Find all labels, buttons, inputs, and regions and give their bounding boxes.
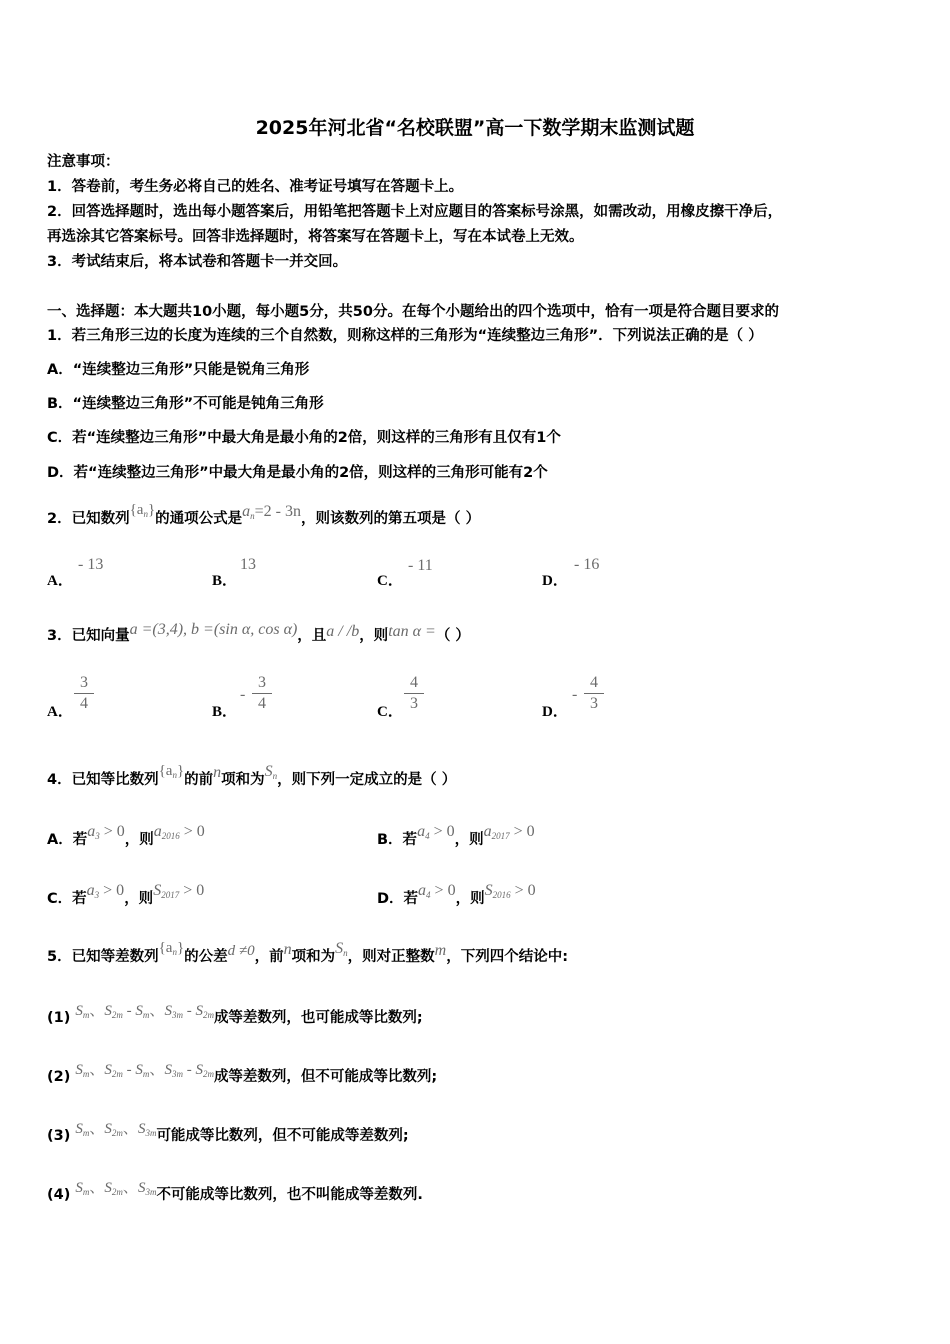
question-2-option-c-value: - 11 (408, 557, 433, 574)
question-2-option-c-label[interactable]: C． (377, 573, 403, 589)
question-3-option-b-label[interactable]: B． (212, 704, 238, 720)
question-5-statement-4: (4) $S_m$、$S_{2m}$、$S_{3m}$不可能成等比数列，也不叫能成等差数列. (47, 1180, 423, 1203)
section-heading: 一、选择题：本大题共10小题，每小题5分，共50分。在每个小题给出的四个选项中，恰有一项是符合题目要求的 (47, 304, 779, 320)
page-title: 2025年河北省“名校联盟”高一下数学期末监测试题 (255, 117, 695, 139)
question-4-stem: 4．已知等比数列$\{a_n\}$的前n项和为$S_n$，则下列一定成立的是（ ） (47, 763, 457, 788)
question-3-option-a-label[interactable]: A． (47, 704, 73, 720)
question-3-option-b-fraction: 3 4 (252, 674, 272, 713)
question-4-option-c[interactable]: C．若$a_3 > 0$，则$S_{2017} > 0$ (47, 882, 205, 907)
question-1-stem: 1．若三角形三边的长度为连续的三个自然数，则称这样的三角形为“连续整边三角形”．下列说法正确的是（ ） (47, 328, 763, 344)
q4-S: $S_n$ (264, 763, 278, 781)
question-4-option-b[interactable]: B．若$a_4 > 0$，则$a_{2017} > 0$ (377, 823, 535, 848)
notice-item-2b: 再选涂其它答案标号。回答非选择题时，将答案写在答题卡上，写在本试卷上无效。 (47, 229, 584, 245)
q5-m: m (434, 942, 447, 959)
notice-heading: 注意事项： (47, 154, 120, 170)
question-1-option-d[interactable]: D．若“连续整边三角形”中最大角是最小角的2倍，则这样的三角形可能有2个 (47, 465, 548, 481)
question-3-option-b-sign: - (240, 686, 246, 703)
question-1-option-b[interactable]: B．“连续整边三角形”不可能是钝角三角形 (47, 396, 324, 412)
q3-parallel: a / /b (326, 623, 360, 640)
question-5-statement-1: (1) $S_m$、$S_{2m} - S_m$、$S_{3m} - S_{2m}$成等差数列，也可能成等比数列; (47, 1003, 423, 1026)
q2-formula: $a_n=2 - 3n$ (242, 503, 302, 521)
q5-s4-terms: $S_m$、$S_{2m}$、$S_{3m}$ (75, 1180, 157, 1197)
notice-item-3: 3．考试结束后，将本试卷和答题卡一并交回。 (47, 254, 348, 270)
q4-n: n (213, 764, 222, 781)
q5-S: $S_n$ (335, 940, 348, 958)
q5-d: d ≠0 (227, 943, 255, 959)
question-4-option-d[interactable]: D．若$a_4 > 0$，则$S_{2016} > 0$ (377, 882, 536, 907)
question-3-option-c-fraction: 4 3 (404, 674, 424, 713)
question-1-option-a[interactable]: A．“连续整边三角形”只能是锐角三角形 (47, 362, 310, 378)
notice-item-1: 1．答卷前，考生务必将自己的姓名、准考证号填写在答题卡上。 (47, 179, 464, 195)
q3-tan: tan α = (388, 623, 436, 640)
question-3-option-d-fraction: 4 3 (584, 674, 604, 713)
q2-text-1: 2．已知数列 (47, 511, 130, 527)
q5-s2-terms: $S_m$、$S_{2m} - S_m$、$S_{3m} - S_{2m}$ (75, 1062, 214, 1079)
q3-vectors: a =(3,4), b =(sin α, cos α) (129, 621, 298, 638)
q5-n: n (283, 941, 292, 958)
question-2-option-d-value: - 16 (574, 556, 600, 573)
notice-item-2a: 2．回答选择题时，选出每小题答案后，用铅笔把答题卡上对应题目的答案标号涂黑，如需改动，用橡皮擦干净后， (47, 204, 783, 220)
question-3-option-c-label[interactable]: C． (377, 704, 403, 720)
q2-text-2: 的通项公式是 (155, 511, 243, 527)
q2-text-3: ，则该数列的第五项是（ ） (301, 511, 481, 527)
question-5-stem: 5．已知等差数列$\{a_n\}$的公差d ≠0，前n项和为$S_n$，则对正整数m，下列四个结论中: (47, 940, 569, 965)
question-2-option-b-label[interactable]: B． (212, 573, 238, 589)
q2-sequence: $\{a_n\}$ (129, 502, 156, 519)
question-2-option-d-label[interactable]: D． (542, 573, 568, 589)
q5-s3-terms: $S_m$、$S_{2m}$、$S_{3m}$ (75, 1121, 157, 1138)
question-4-option-a[interactable]: A．若$a_3 > 0$，则$a_{2016} > 0$ (47, 823, 205, 848)
question-2-option-a-value: - 13 (78, 556, 104, 573)
question-2-option-a-label[interactable]: A． (47, 573, 73, 589)
question-3-option-d-label[interactable]: D． (542, 704, 568, 720)
q4-sequence: $\{a_n\}$ (158, 763, 185, 780)
question-3-option-a-fraction: 3 4 (74, 674, 94, 713)
question-2-option-b-value: 13 (240, 556, 256, 573)
question-3-stem: 3．已知向量a =(3,4), b =(sin α, cos α)，且a / /b，则tan α =（ ） (47, 621, 470, 644)
question-5-statement-2: (2) $S_m$、$S_{2m} - S_m$、$S_{3m} - S_{2m}$成等差数列，但不可能成等比数列; (47, 1062, 438, 1085)
q5-s1-terms: $S_m$、$S_{2m} - S_m$、$S_{3m} - S_{2m}$ (75, 1003, 214, 1020)
question-3-option-d-sign: - (572, 686, 578, 703)
question-1-option-c[interactable]: C．若“连续整边三角形”中最大角是最小角的2倍，则这样的三角形有且仅有1个 (47, 430, 561, 446)
question-2-stem (47, 502, 481, 532)
q5-sequence: $\{a_n\}$ (158, 940, 185, 957)
question-5-statement-3: (3) $S_m$、$S_{2m}$、$S_{3m}$可能成等比数列，但不可能成等差数列; (47, 1121, 409, 1144)
